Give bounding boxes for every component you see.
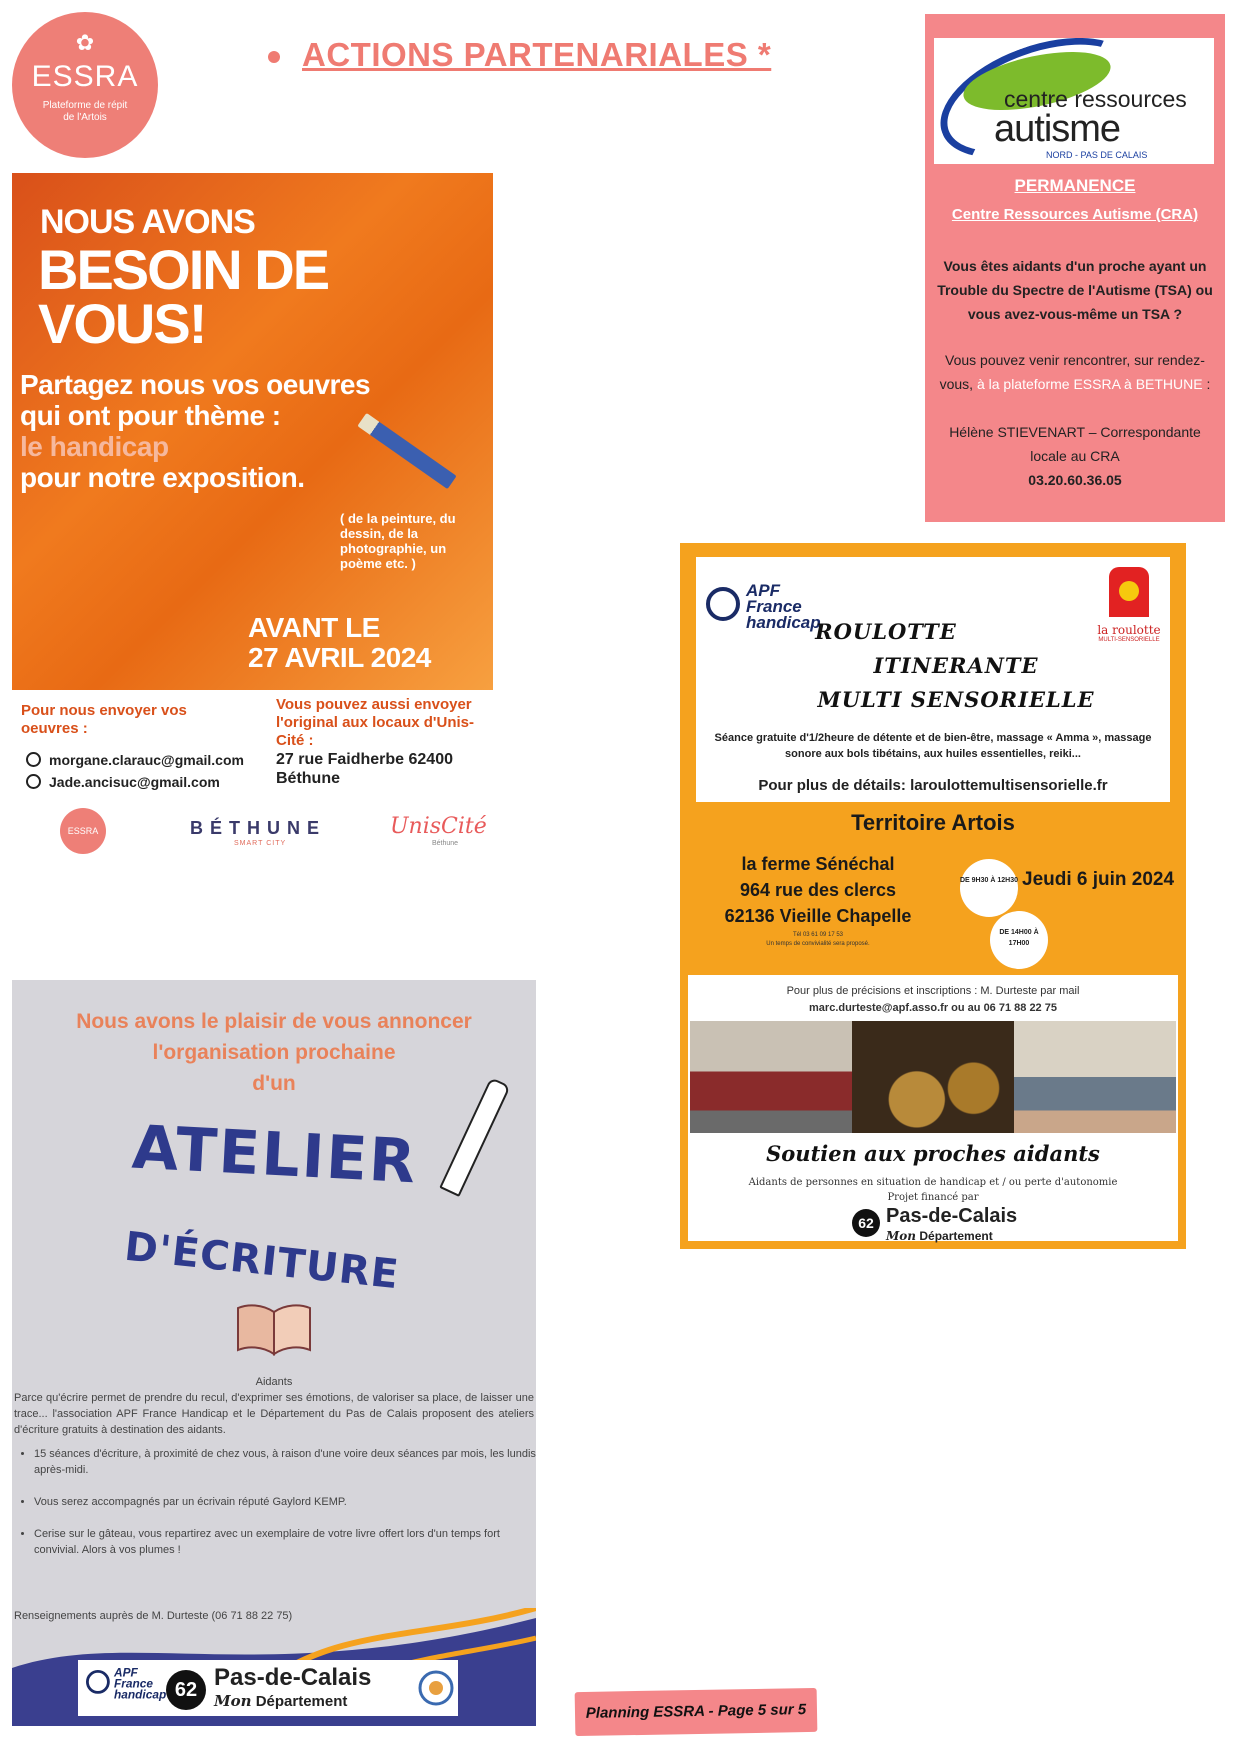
list-item: • 15 séances d'écriture, à proximité de chez vous, à raison d'une voire deux séances par mois, les lundis après-midi. xyxy=(34,1446,536,1478)
email-2[interactable]: Jade.ancisuc@gmail.com xyxy=(26,774,220,790)
cra-link[interactable]: Centre Ressources Autisme (CRA) xyxy=(951,206,1199,223)
roulotte-details-link[interactable]: Pour plus de détails: laroulottemultisensorielle.fr xyxy=(758,777,1108,794)
event-date: Jeudi 6 juin 2024 xyxy=(1022,869,1175,890)
bullet-icon xyxy=(268,51,280,63)
poster-contact-section xyxy=(12,690,493,850)
cra-logo: centre ressources autisme NORD - PAS DE CALAIS xyxy=(934,38,1214,164)
singing-bowls-photo xyxy=(852,1021,1014,1133)
support-title: Soutien aux proches aidants xyxy=(766,1141,1100,1166)
bethune-logo-sub: SMART CITY xyxy=(234,840,287,847)
roulotte-title-2: ITINERANTE xyxy=(873,653,1039,678)
poster-headline-2: BESOIN DE VOUS! xyxy=(38,238,329,355)
roulotte-title-1: ROULOTTE xyxy=(815,619,957,644)
alt-send-title: Vous pouvez aussi envoyer l'original aux locaux d'Unis-Cité : xyxy=(276,696,475,749)
essra-logo-name: ESSRA xyxy=(31,60,139,93)
poster-exposition xyxy=(12,173,493,690)
poster-deadline: AVANT LE 27 AVRIL 2024 xyxy=(248,612,431,673)
essra-mini-logo: ESSRA xyxy=(60,808,106,854)
essra-logo-subtitle: Plateforme de répit de l'Artois xyxy=(42,100,128,123)
atelier-intro: Nous avons le plaisir de vous annoncer l'organisation prochaine d'un xyxy=(76,1010,472,1095)
unis-cite-address: 27 rue Faidherbe 62400 Béthune xyxy=(276,751,453,787)
apf-logo: APF France handicap xyxy=(86,1656,156,1698)
roulotte-logo: la roulotte MULTI-SENSORIELLE xyxy=(1094,567,1164,647)
emblem-icon xyxy=(418,1670,454,1706)
page-number-label: Planning ESSRA - Page 5 sur 5 xyxy=(575,1688,818,1736)
email-1[interactable]: morgane.clarauc@gmail.com xyxy=(26,752,244,768)
uniscite-logo-sub: Béthune xyxy=(432,840,459,847)
poster-call-to-action: Partagez nous vos oeuvres qui ont pour thème : le handicap pour notre exposition. xyxy=(20,369,371,493)
poster-examples: ( de la peinture, du dessin, de la photographie, un poème etc. ) xyxy=(340,511,456,571)
poster-roulotte xyxy=(680,543,1186,1249)
pas-de-calais-logo: 62 Pas-de-Calais Mon Département xyxy=(852,1209,1052,1239)
event-place: la ferme Sénéchal 964 rue des clercs 62136 Vieille Chapelle xyxy=(724,854,912,926)
butterfly-icon: ✿ xyxy=(75,30,95,55)
time-slot-afternoon: DE 14H00 À 17H00 xyxy=(990,911,1048,969)
roulotte-header xyxy=(696,557,1170,802)
mail-icon xyxy=(26,774,41,789)
cra-question: Vous êtes aidants d'un proche ayant un Trouble du Spectre de l'Autisme (TSA) ou vous avez-vous-même un TSA ? xyxy=(937,258,1213,322)
atelier-title-1: ATELIER xyxy=(130,1112,420,1198)
apf-ring-icon xyxy=(706,587,740,621)
atelier-partner-logos xyxy=(78,1660,458,1716)
uniscite-logo: UnisCité xyxy=(390,814,487,839)
list-item: • Vous serez accompagnés par un écrivain réputé Gaylord KEMP. xyxy=(34,1494,536,1510)
list-item: • Cerise sur le gâteau, vous repartirez avec un exemplaire de votre livre offert lors d'un temps fort convivial. Alors à vos plumes ! xyxy=(34,1526,536,1558)
send-title: Pour nous envoyer vos oeuvres : xyxy=(21,702,187,737)
essra-logo xyxy=(12,12,158,158)
poster-atelier-ecriture xyxy=(12,980,536,1726)
pas-de-calais-logo: 62 Pas-de-Calais Mon Département xyxy=(166,1670,426,1710)
caravan-icon xyxy=(1109,567,1149,617)
permanence-title: PERMANENCE xyxy=(1014,176,1136,195)
open-book-icon xyxy=(234,1298,314,1358)
caravan-photo xyxy=(690,1021,852,1133)
mail-icon xyxy=(26,752,41,767)
territory: Territoire Artois xyxy=(851,810,1015,835)
atelier-audience: Aidants xyxy=(255,1376,293,1388)
apf-logo: APF France handicap xyxy=(706,567,806,627)
time-slot-morning: DE 9H30 À 12H30 xyxy=(960,859,1018,917)
atelier-contact: Renseignements auprès de M. Durteste (06 71 88 22 75) xyxy=(14,1610,293,1622)
atelier-bullets xyxy=(20,1446,536,1574)
roulotte-title-3: MULTI SENSORIELLE xyxy=(817,687,1095,712)
cra-invite: Vous pouvez venir rencontrer, sur rendez-vous, à la plateforme ESSRA à BETHUNE : xyxy=(939,352,1211,392)
roulotte-description: Séance gratuite d'1/2heure de détente et de bien-être, massage « Amma », massage sonore aux bols tibétains, aux huiles essentielles, reiki... xyxy=(714,732,1152,760)
cra-contact: Hélène STIEVENART – Correspondante locale au CRA xyxy=(949,424,1201,464)
support-subtitle: Aidants de personnes en situation de handicap et / ou perte d'autonomie Projet financé par xyxy=(748,1177,1118,1203)
cra-phone: 03.20.60.36.05 xyxy=(1028,472,1122,488)
poster-headline-1: NOUS AVONS xyxy=(40,203,255,241)
page-title: ACTIONS PARTENARIALES * xyxy=(268,36,771,74)
bethune-logo: BÉTHUNE xyxy=(190,818,327,838)
event-place-notes: Tél 03 61 09 17 53 Un temps de convivialité sera proposé. xyxy=(766,932,870,947)
massage-photo xyxy=(1014,1021,1176,1133)
registration-info: Pour plus de précisions et inscriptions : M. Durteste par mail marc.durteste@apf.asso.fr ou au 06 71 88 22 75 xyxy=(786,985,1080,1014)
atelier-title-2: D'ÉCRITURE xyxy=(122,1223,402,1299)
apf-ring-icon xyxy=(86,1670,110,1694)
atelier-description: Parce qu'écrire permet de prendre du recul, d'exprimer ses émotions, de valoriser sa place, de laisser une trace... l'association APF France Handicap et le Département du Pas de Calais proposent des ateliers d'écriture gratuits à destination des aidants. xyxy=(14,1392,534,1436)
cra-permanence-box xyxy=(925,14,1225,522)
roulotte-footer xyxy=(688,975,1178,1241)
